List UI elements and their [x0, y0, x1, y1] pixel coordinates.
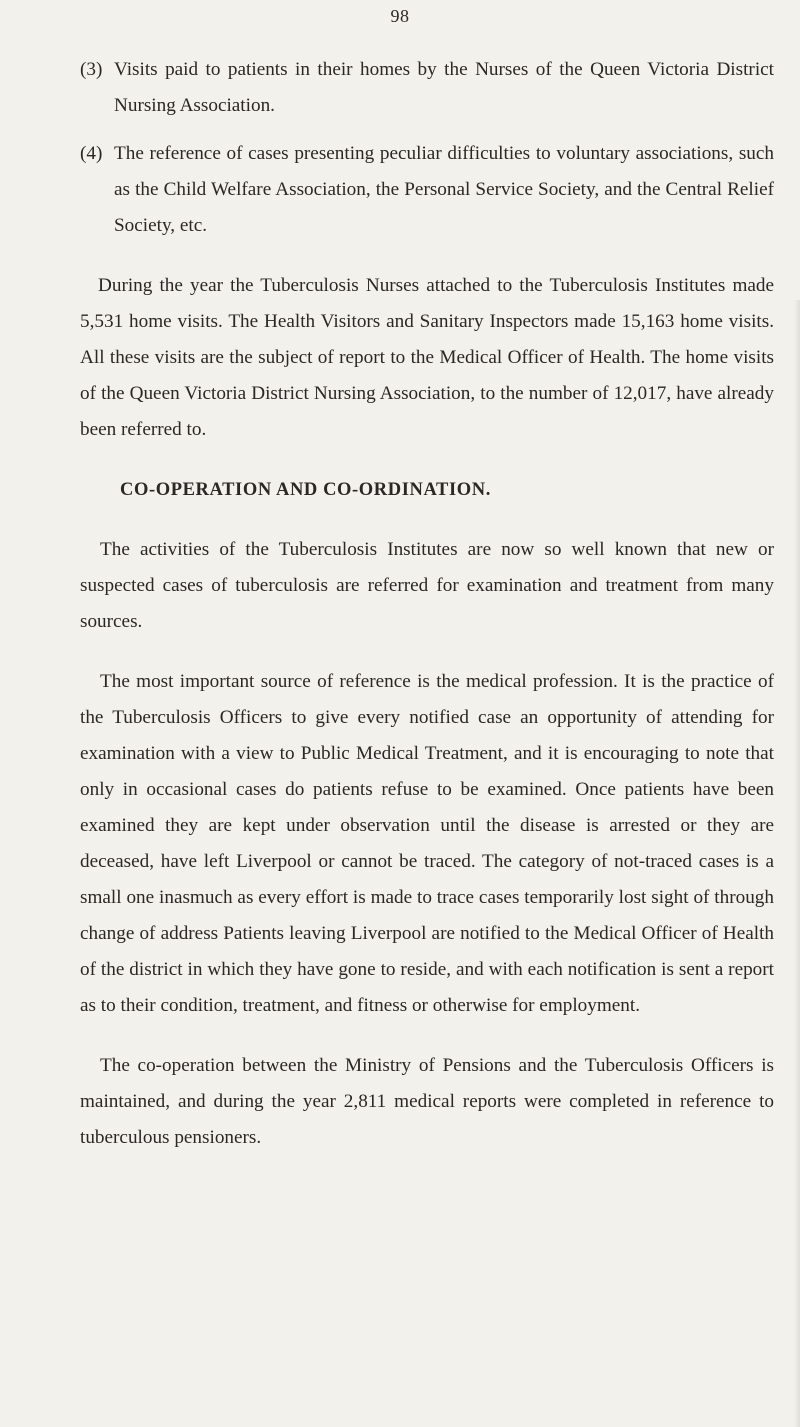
list-item-text: Visits paid to patients in their homes by the Nurses of the Queen Victoria District Nursing Association. — [114, 59, 774, 116]
list-item-number: (3) — [80, 59, 103, 80]
page-number: 98 — [390, 6, 410, 26]
section-heading: CO-OPERATION AND CO-ORDINATION. — [120, 480, 491, 500]
paragraph-activities: The activities of the Tuberculosis Institutes are now so well known that new or suspected cases of tuberculosis are referred for examination and treatment from many sources. — [80, 539, 774, 632]
list-item — [0, 136, 800, 244]
page-text — [0, 52, 800, 1180]
paragraph-home-visits: During the year the Tuberculosis Nurses attached to the Tuberculosis Institutes made 5,531 home visits. The Health Visitors and Sanitary Inspectors made 15,163 home visits. All these visits are the subject of report to the Medical Officer of Health. The home visits of the Queen Victoria District Nursing Association, to the number of 12,017, have already been referred to. — [80, 275, 774, 440]
paragraph-reference: The most important source of reference is the medical profession. It is the practice of the Tuberculosis Officers to give every notified case an opportunity of attending for examination with a view to Public Medical Treatment, and it is encouraging to note that only in occasional cases do patients refuse to be examined. Once patients have been examined they are kept under observation until the disease is arrested or they are deceased, have left Liverpool or cannot be traced. The category of not-traced cases is a small one inasmuch as every effort is made to trace cases temporarily lost sight of through change of address Patients leaving Liverpool are notified to the Medical Officer of Health of the district in which they have gone to reside, and with each notification is sent a report as to their condition, treatment, and fitness or otherwise for employment. — [80, 671, 774, 1016]
page-edge-shadow — [794, 300, 800, 1427]
list-item — [0, 52, 800, 124]
list-item-number: (4) — [80, 143, 103, 164]
paragraph-pensions: The co-operation between the Ministry of Pensions and the Tuberculosis Officers is maintained, and during the year 2,811 medical reports were completed in reference to tuberculous pensioners. — [80, 1055, 774, 1148]
list-item-text: The reference of cases presenting peculiar difficulties to voluntary associations, such as the Child Welfare Association, the Personal Service Society, and the Central Relief Society, etc. — [114, 143, 774, 236]
